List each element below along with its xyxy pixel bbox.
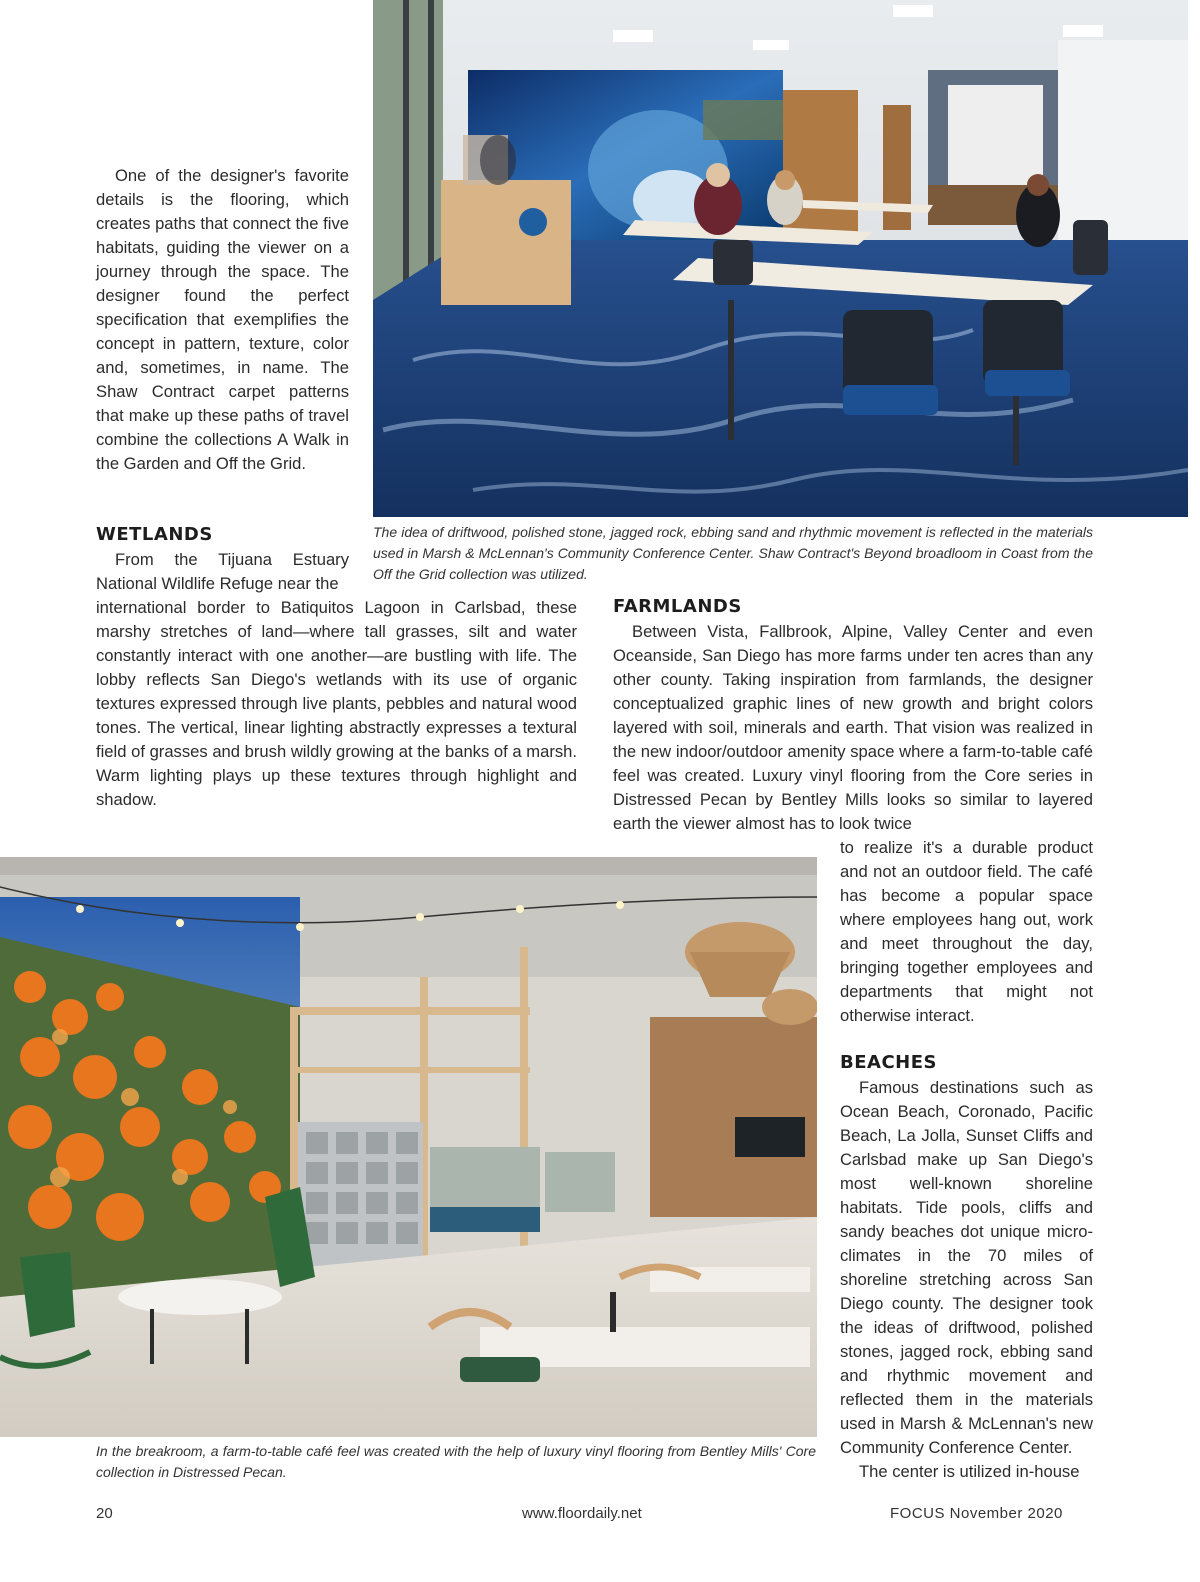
- wetlands-body: international border to Batiquitos Lagoon in Carlsbad, these marshy stretches of land—where tall grasses, silt and water constantly interact with one another—are bustling with life. The lobby reflects San Diego's wetlands with its use of organic textures expressed through live plants, pebbles and natural wood tones. The vertical, linear lighting abstractly expresses a textural field of grasses and brush wildly growing at the banks of a marsh. Warm lighting plays up these textures through highlight and shadow.: [96, 598, 577, 809]
- farmlands-continued: to realize it's a durable product and not an outdoor field. The café has become a popular space where employees hang out, work and meet throughout the day, bringing together employees and departments that might not otherwise interact.: [840, 838, 1093, 1025]
- wetlands-lead: From the Tijuana Estuary National Wildlife Refuge near the: [96, 550, 349, 593]
- breakroom-caption: In the breakroom, a farm-to-table café feel was created with the help of luxury vinyl flooring from Bentley Mills' Core collection in Distressed Pecan.: [96, 1443, 816, 1480]
- wetlands-lead-block: [96, 548, 349, 596]
- publication-issue: FOCUS November 2020: [890, 1505, 1063, 1522]
- wetlands-heading: WETLANDS: [96, 524, 213, 545]
- beaches-last-line: The center is utilized in-house: [859, 1462, 1080, 1481]
- farmlands-heading: FARMLANDS: [613, 596, 742, 617]
- farmlands-body-block: [613, 620, 1093, 836]
- beaches-body-block: [840, 1076, 1093, 1484]
- intro-paragraph-block: [96, 164, 349, 476]
- farmlands-continued-block: [840, 836, 1093, 1028]
- breakroom-photo-illustration: [0, 857, 817, 1437]
- website-url[interactable]: www.floordaily.net: [522, 1505, 642, 1522]
- beaches-body: Famous destinations such as Ocean Beach, Coronado, Pacific Beach, La Jolla, Sunset Cliffs and Carlsbad make up San Diego's most well-known shoreline habitats. Tide pools, cliffs and sandy beaches dot unique micro-climates in the 70 miles of shoreline stretching across San Diego county. The designer took the ideas of driftwood, polished stones, jagged rock, ebbing sand and rhythmic movement and reflected them in the materials used in Marsh & McLennan's new Community Conference Center.: [840, 1078, 1093, 1457]
- farmlands-body: Between Vista, Fallbrook, Alpine, Valley Center and even Oceanside, San Diego has more farms under ten acres than any other county. Taking inspiration from farmlands, the designer conceptualized graphic lines of new growth and bright colors layered with soil, minerals and earth. That vision was realized in the new indoor/outdoor amenity space where a farm-to-table café feel was created. Luxury vinyl flooring from the Core series in Distressed Pecan by Bentley Mills looks so similar to layered earth the viewer almost has to look twice: [613, 622, 1093, 833]
- conference-center-photo: [373, 0, 1188, 517]
- wetlands-body-block: [96, 596, 577, 812]
- intro-paragraph: One of the designer's favorite details is the flooring, which creates paths that connect the five habitats, guiding the viewer on a journey through the space. The designer found the perfect specification that exemplifies the concept in pattern, texture, color and, sometimes, in name. The Shaw Contract carpet patterns that make up these paths of travel combine the collections A Walk in the Garden and Off the Grid.: [96, 166, 349, 473]
- conference-caption: The idea of driftwood, polished stone, jagged rock, ebbing sand and rhythmic movement is reflected in the materials used in Marsh & McLennan's Community Conference Center. Shaw Contract's Beyond broadloom in Coast from the Off the Grid collection was utilized.: [373, 524, 1093, 582]
- beaches-heading: BEACHES: [840, 1052, 937, 1073]
- conference-photo-illustration: [373, 0, 1188, 517]
- page-number: 20: [96, 1505, 113, 1522]
- breakroom-photo: [0, 857, 817, 1437]
